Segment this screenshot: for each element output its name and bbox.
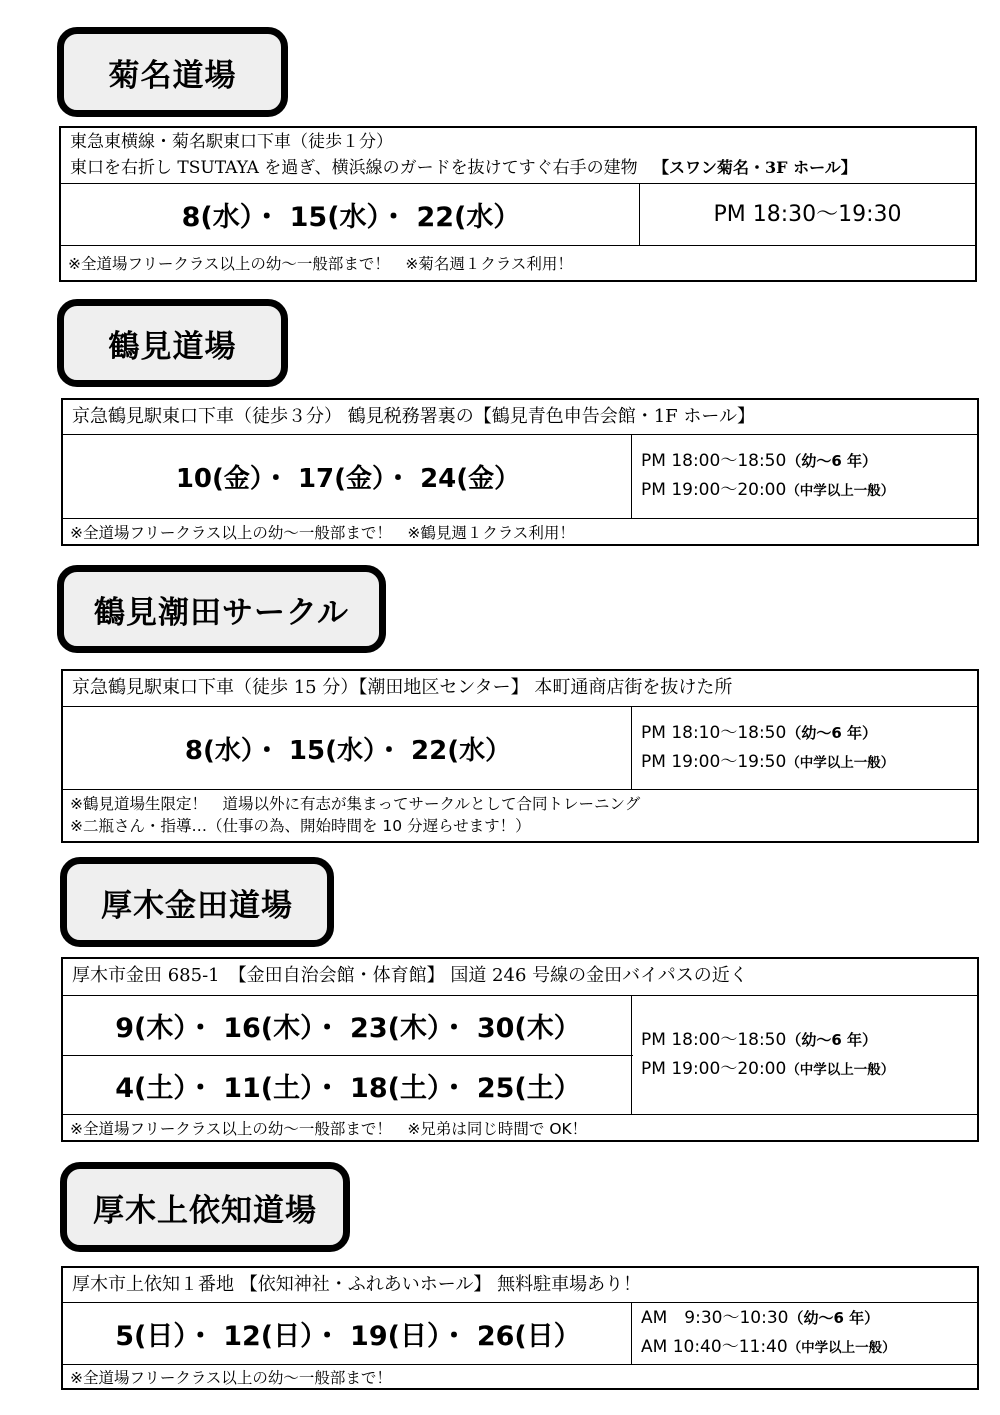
note-line: ※二瓶さん・指導…（仕事の為、開始時間を 10 分遅らせます！） — [70, 817, 531, 835]
access-line: 京急鶴見駅東口下車（徒歩３分） 鶴見税務署裏の【鶴見青色申告会館・1F ホール】 — [72, 406, 756, 427]
access-line: 京急鶴見駅東口下車（徒歩 15 分）【潮田地区センター】 本町通商店街を抜けた所 — [72, 677, 733, 698]
note-line: ※鶴見道場生限定！ 道場以外に有志が集まってサークルとして合同トレーニング — [70, 795, 641, 813]
class-dates: 5(日）・ 12(日）・ 19(日）・ 26(日） — [115, 1321, 581, 1352]
dojo-info-box-ushioda — [61, 669, 979, 843]
schedule-row — [63, 1302, 977, 1364]
schedule-row — [63, 706, 977, 789]
section-title-label: 鶴見道場 — [108, 328, 237, 365]
class-dates: 9(木）・ 16(木）・ 23(木）・ 30(木） — [115, 1013, 581, 1044]
class-times — [631, 996, 977, 1114]
section-title-kaneda — [60, 857, 334, 947]
note-line: ※全道場フリークラス以上の幼〜一般部まで！ — [70, 1369, 392, 1387]
class-dates: 8(水）・ 15(水）・ 22(水） — [181, 202, 521, 233]
access-info — [63, 959, 977, 995]
time-slot: PM 19:00〜20:00（中学以上一般） — [641, 480, 895, 500]
access-line: 厚木市上依知１番地 【依知神社・ふれあいホール】 無料駐車場あり！ — [72, 1274, 642, 1295]
notes — [63, 1114, 977, 1140]
access-info — [63, 671, 977, 706]
class-times — [639, 184, 975, 245]
section-title-label: 鶴見潮田サークル — [93, 594, 350, 631]
section-title-ushioda — [57, 565, 386, 653]
section-title-kikuna — [57, 27, 288, 117]
class-dates: 4(土）・ 11(土）・ 18(土）・ 25(土） — [63, 1055, 633, 1115]
class-times — [631, 1303, 977, 1364]
access-line: 東急東横線・菊名駅東口下車（徒歩１分） — [70, 132, 393, 152]
section-title-label: 厚木金田道場 — [101, 887, 293, 924]
notes — [63, 789, 977, 841]
time-slot: PM 18:00〜18:50（幼〜6 年） — [641, 451, 877, 471]
section-title-tsurumi — [57, 299, 288, 387]
time-slot: AM 10:40〜11:40（中学以上一般） — [641, 1337, 896, 1357]
time-slot: PM 18:10〜18:50（幼〜6 年） — [641, 722, 877, 743]
access-line: 東口を右折し TSUTAYA を過ぎ、横浜線のガードを抜けてすぐ右手の建物 【スワン菊名・3F ホール】 — [70, 158, 857, 178]
access-info — [61, 128, 975, 183]
date-rows — [63, 996, 633, 1114]
dojo-info-box-kikuna — [59, 126, 977, 282]
section-title-label: 菊名道場 — [108, 57, 237, 94]
schedule-row — [63, 995, 977, 1114]
time-slot: PM 19:00〜19:50（中学以上一般） — [641, 751, 895, 772]
section-title-kamieichi — [60, 1162, 350, 1252]
class-time: PM 18:30〜19:30 — [713, 202, 902, 227]
notes — [63, 518, 977, 544]
class-dates: 8(水）・ 15(水）・ 22(水） — [184, 735, 512, 766]
dojo-info-box-kamieichi — [61, 1266, 979, 1390]
access-info — [63, 1268, 977, 1302]
note-line: ※全道場フリークラス以上の幼〜一般部まで！ ※菊名週１クラス利用！ — [68, 255, 573, 273]
class-dates: 10(金）・ 17(金）・ 24(金） — [175, 464, 521, 494]
class-times — [631, 435, 977, 518]
venue-name: 【スワン菊名・3F ホール】 — [653, 158, 857, 177]
notes — [61, 245, 975, 280]
access-info — [63, 400, 977, 434]
dojo-info-box-tsurumi — [61, 398, 979, 546]
dojo-info-box-kaneda — [61, 957, 979, 1142]
time-slot: AM 9:30〜10:30（幼〜6 年） — [641, 1308, 880, 1328]
access-line: 厚木市金田 685-1 【金田自治会館・体育館】 国道 246 号線の金田バイパスの近く — [72, 965, 748, 986]
note-line: ※全道場フリークラス以上の幼〜一般部まで！ ※兄弟は同じ時間で OK！ — [70, 1120, 588, 1138]
class-times — [631, 707, 977, 789]
time-slot: PM 19:00〜20:00（中学以上一般） — [641, 1058, 895, 1079]
note-line: ※全道場フリークラス以上の幼〜一般部まで！ ※鶴見週１クラス利用！ — [70, 524, 575, 542]
schedule-row — [61, 183, 975, 245]
notes — [63, 1364, 977, 1388]
time-slot: PM 18:00〜18:50（幼〜6 年） — [641, 1029, 877, 1050]
schedule-row — [63, 434, 977, 518]
section-title-label: 厚木上依知道場 — [93, 1192, 317, 1229]
